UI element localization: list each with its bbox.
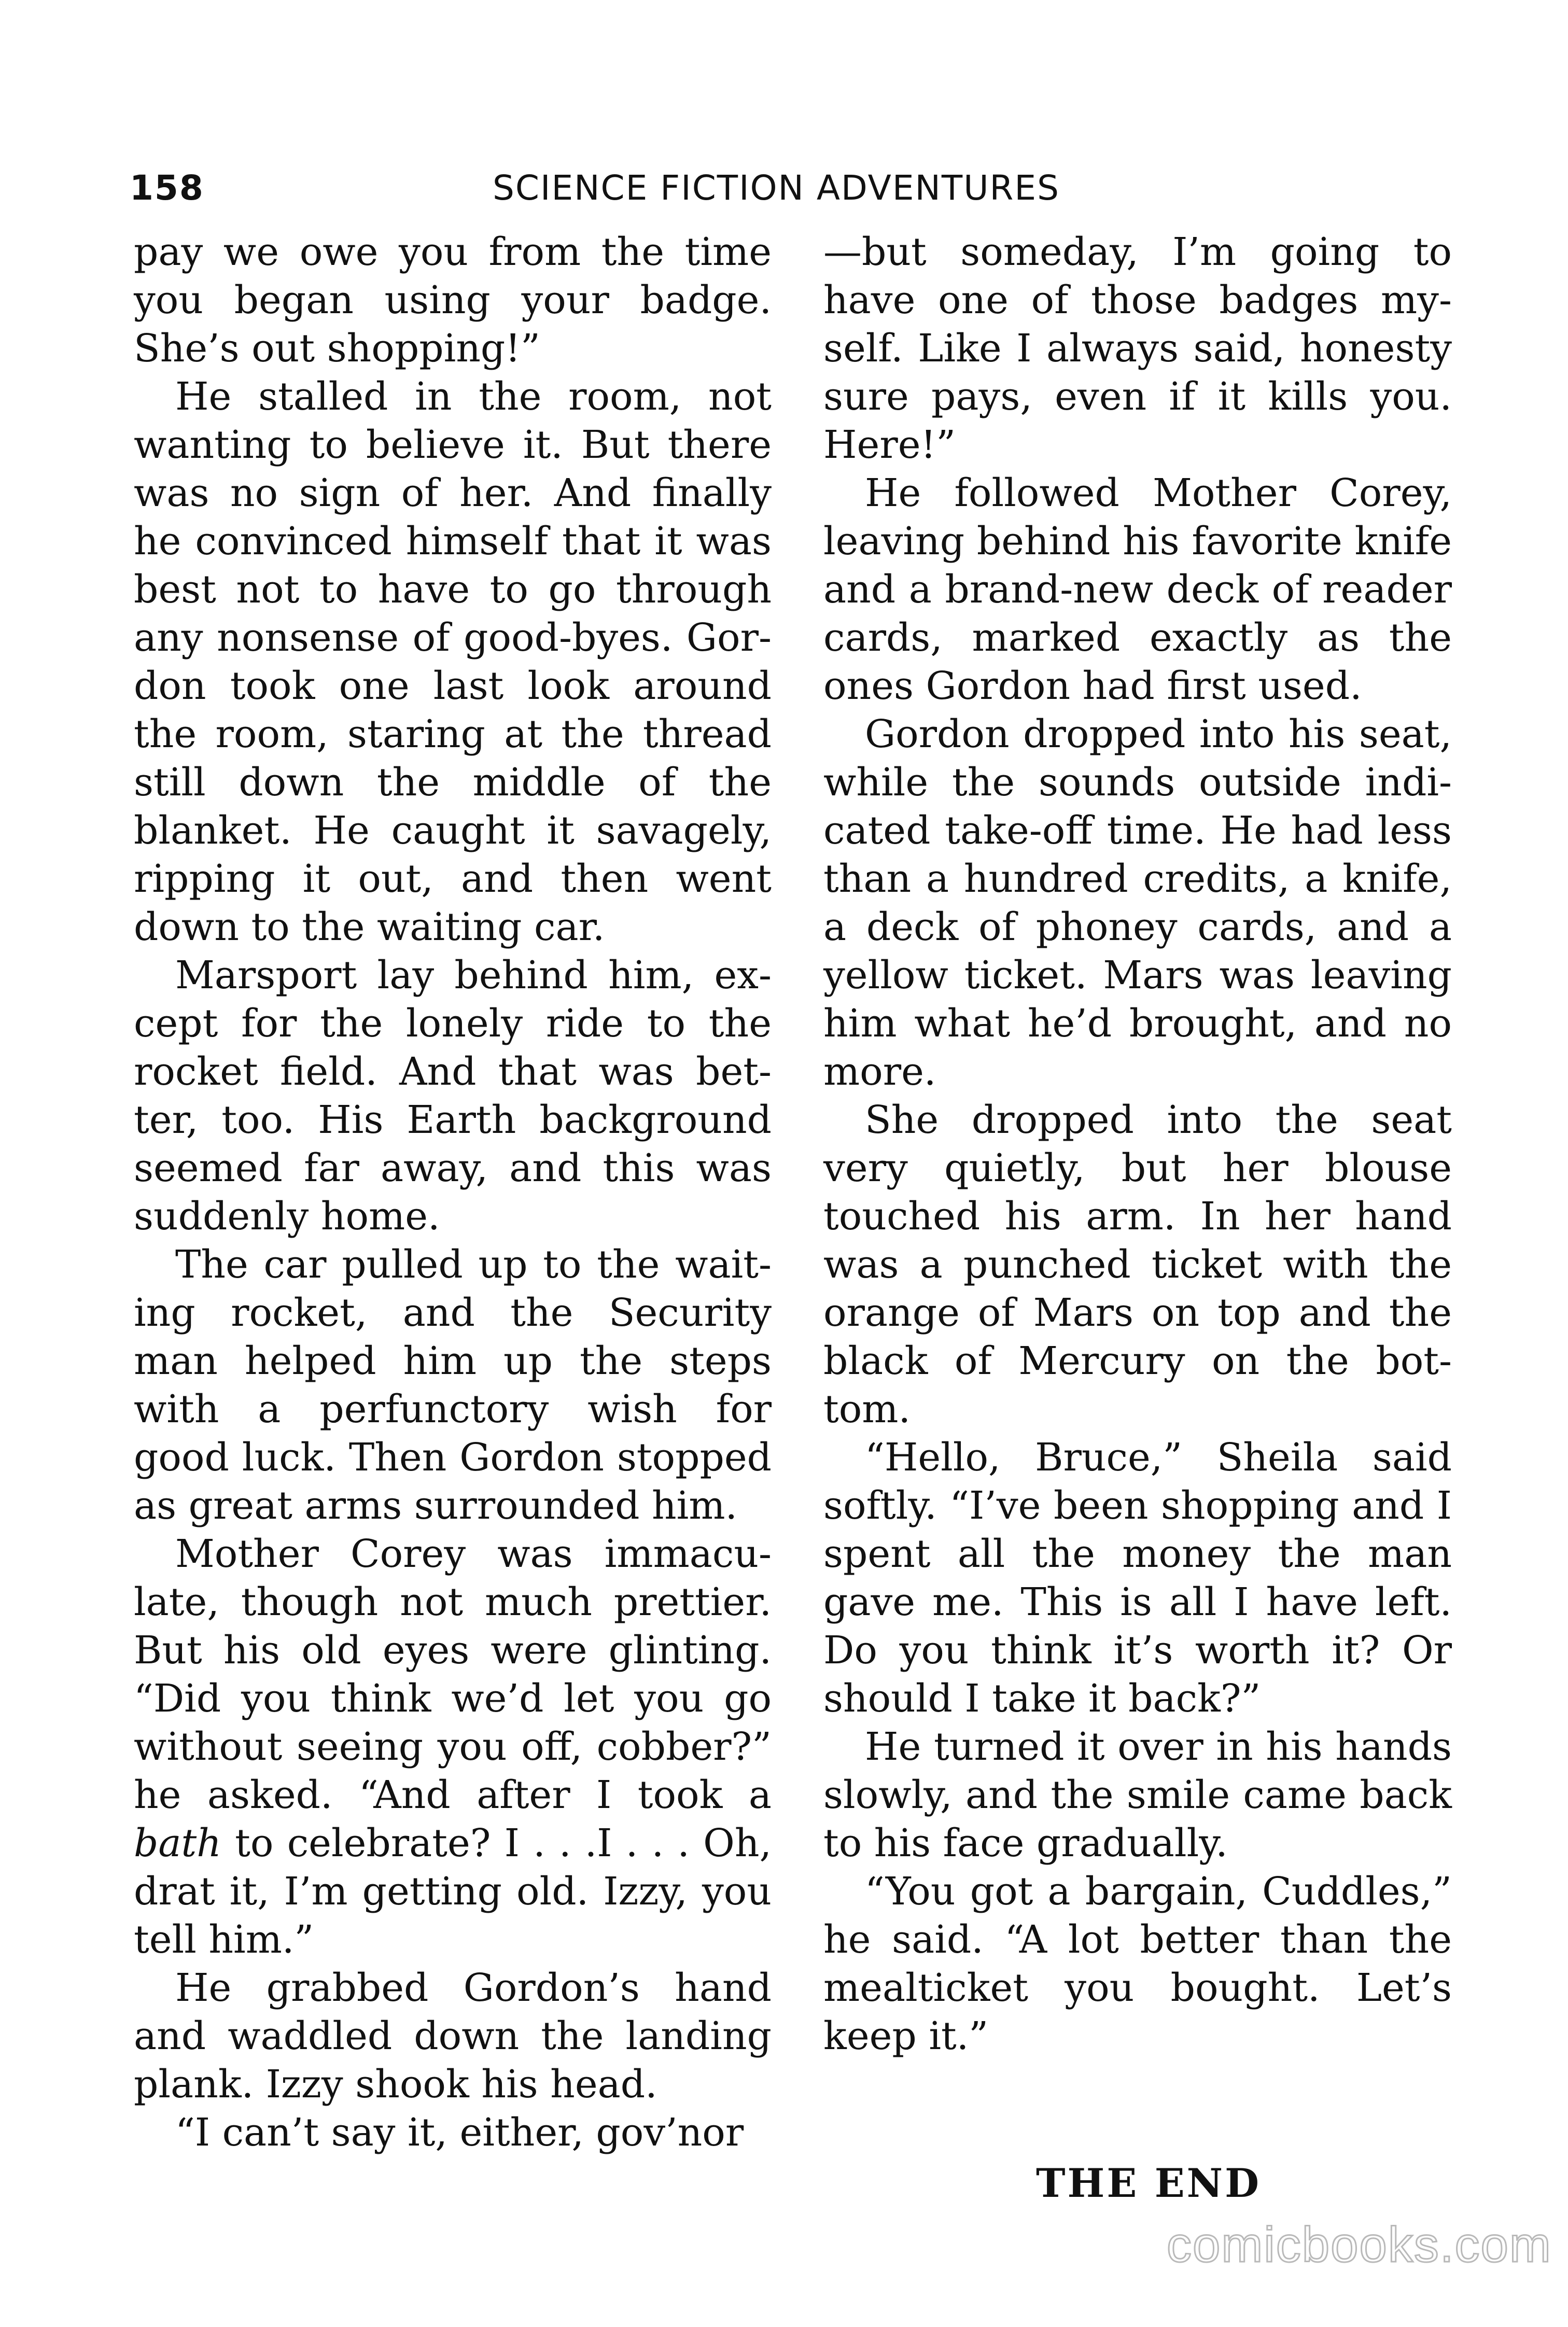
paragraph: The car pulled up to the waiting rocket, and the Security man helped him up the steps with a perfunctory wish for good luck. Then Gordon stopped as great arms surrounded him. [134,1242,772,1528]
the-end-mark: THE END [1036,2160,1262,2206]
paragraph: pay we owe you from the time you began using your badge. She’s out shopping!” [134,230,772,371]
paragraph: Gordon dropped into his seat, while the sounds outside indicated take-off time. He had less than a hundred credits, a knife, a deck of phoney cards, and a yellow ticket. Mars was leaving him what he’d brought, and no more. [823,712,1452,1094]
paragraph: “You got a bargain, Cuddles,” he said. “A lot better than the mealticket you bought. Let’s keep it.” [823,1869,1452,2058]
paragraph: He turned it over in his hands slowly, and the smile came back to his face gradually. [823,1725,1452,1866]
page-number: 158 [130,168,204,208]
paragraph [134,1530,772,1964]
magazine-title: SCIENCE FICTION ADVENTURES [493,168,1060,208]
italic-word: bath [134,1821,221,1866]
paragraph: He followed Mother Corey, leaving behind his favorite knife and a brand-new deck of reader cards, marked exactly as the ones Gordon had first used. [823,471,1452,708]
right-text-column [823,228,1452,2207]
paragraph: She dropped into the seat very quietly, but her blouse touched his arm. In her hand was a punched ticket with the orange of Mars on top and the black of Mercury on the bottom. [823,1098,1452,1432]
paragraph-text: Mother Corey was immaculate, though not much prettier. But his old eyes were glinting. “Did you think we’d let you go without seeing you off, cobber?” he asked. “And after I took a [134,1532,772,1817]
paragraph: He stalled in the room, not wanting to believe it. But there was no sign of her. And finally he convinced himself that it was best not to have to go through any nonsense of good-byes. Gordon took one last look around the room, staring at the thread still down the middle of the blanket. He caught it savagely, ripping it out, and then went down to the waiting car. [134,374,772,949]
watermark: comicbooks.com [1167,2217,1552,2273]
paragraph: “Hello, Bruce,” Sheila said softly. “I’ve been shopping and I spent all the money the man gave me. This is all I have left. Do you think it’s worth it? Or should I take it back?” [823,1435,1452,1721]
paragraph: Marsport lay behind him, except for the lonely ride to the rocket field. And that was better, too. His Earth background seemed far away, and this was suddenly home. [134,953,772,1239]
paragraph: “I can’t say it, either, gov’nor [175,2110,744,2155]
paragraph: He grabbed Gordon’s hand and waddled down the landing plank. Izzy shook his head. [134,1966,772,2107]
paragraph-text: to celebrate? I . . .I . . . Oh, drat it, I’m getting old. Izzy, you tell him.” [134,1821,772,1962]
running-head [130,165,1441,212]
paragraph: —but someday, I’m going to have one of those badges myself. Like I always said, honesty sure pays, even if it kills you. Here!” [823,230,1452,467]
left-text-column [134,228,772,2157]
